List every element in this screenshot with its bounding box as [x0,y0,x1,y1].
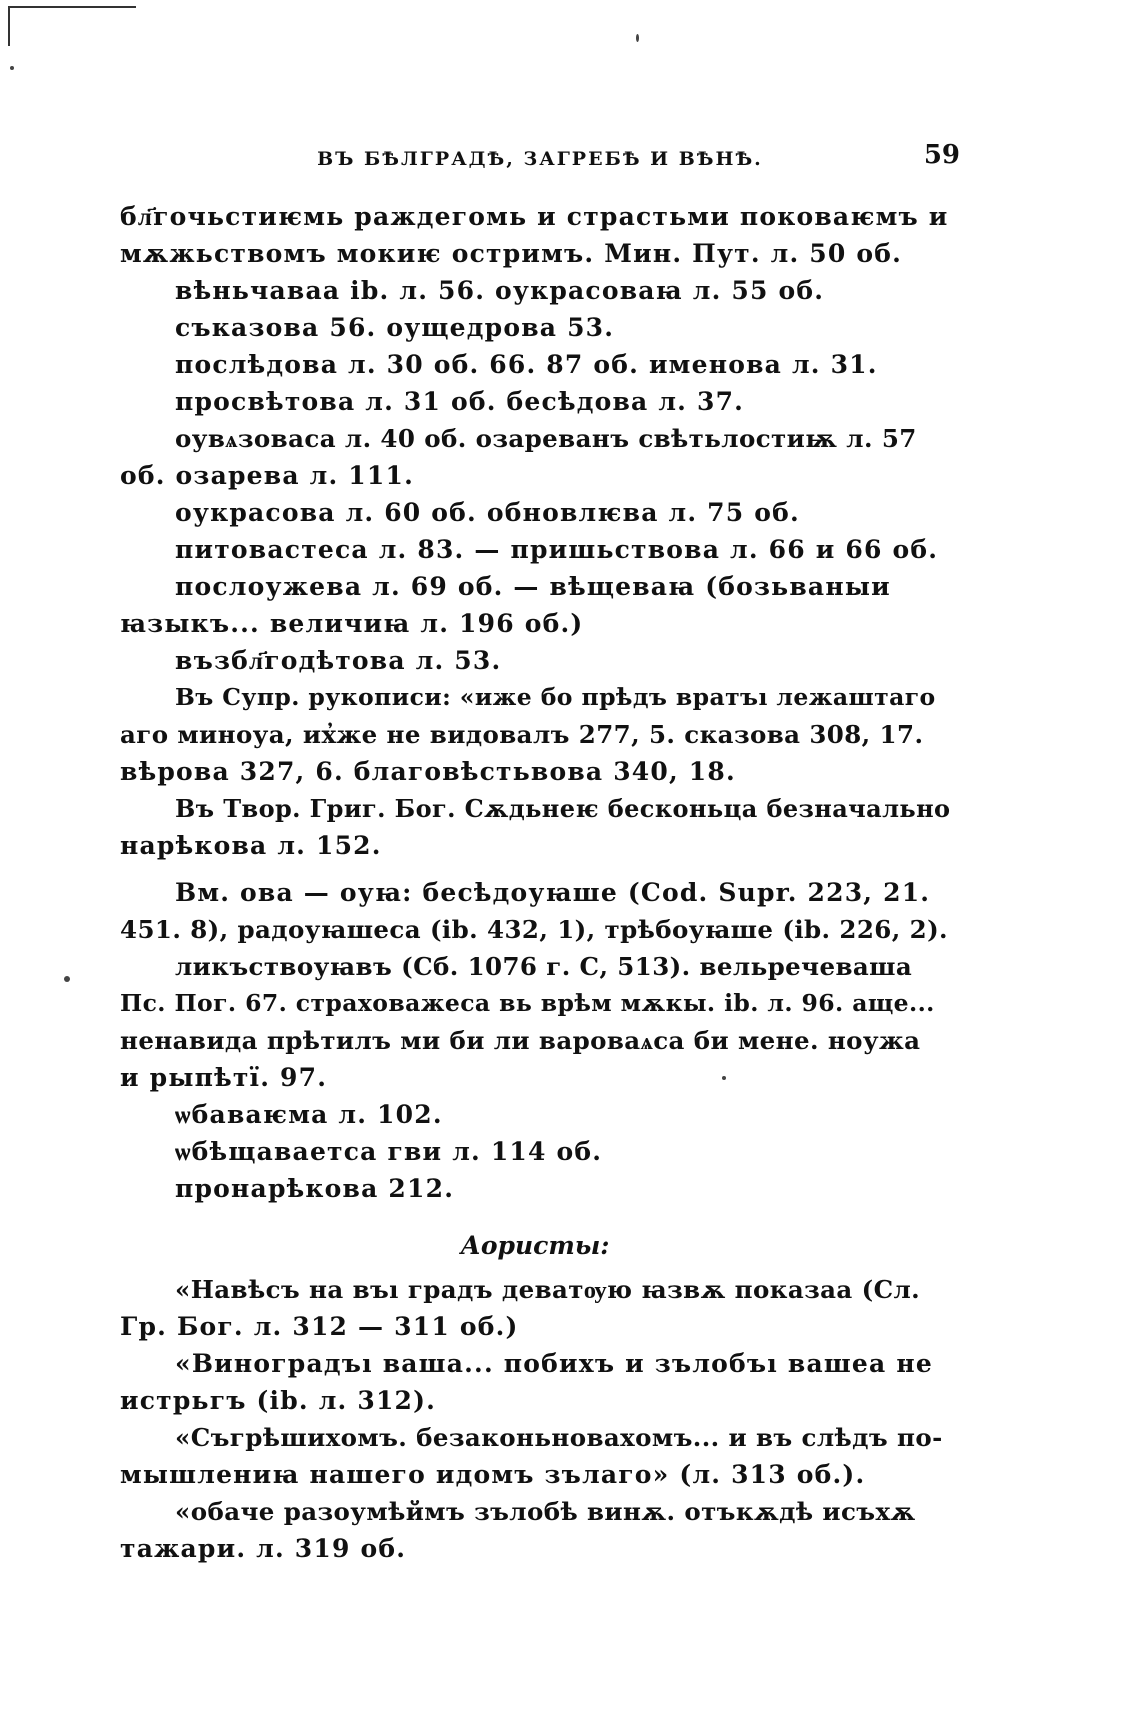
scan-speck [10,66,14,70]
page-header [120,140,960,180]
text-line: тажари. л. 319 об. [120,1534,407,1563]
text-line: питовастеса л. 83. — пришьствова л. 66 и 66 об. [175,535,939,564]
scan-speck [64,976,70,982]
scan-speck [636,34,639,42]
text-line: Въ Твор. Григ. Бог. Сѫдьнеѥ бесконьца безначально [175,794,951,823]
text-line: вѣньчаваа ib. л. 56. оукрасоваꙗ л. 55 об. [175,276,825,305]
text-line: истрьгъ (ib. л. 312). [120,1386,437,1415]
text-line: ѡбѣщаваетса гви л. 114 об. [175,1137,603,1166]
text-line: аго миноуа, их̓же не видовалъ 277, 5. сказова 308, 17. [120,720,924,749]
text-line: «Виноградъı ваша... побихъ и зълобъı вашеа не [175,1349,933,1378]
section-heading: Аористы: [460,1231,610,1260]
text-line: нарѣкова л. 152. [120,831,382,860]
text-line: съказова 56. оущедрова 53. [175,313,615,342]
scan-corner-mark-vertical [8,6,10,46]
text-line: «Навѣсъ на въı градъ деватѹю ꙗзвѫ показаа (Сл. [175,1275,921,1304]
text-line: мышлениꙗ нашего идомъ зълаго» (л. 313 об.). [120,1460,866,1489]
text-line: вѣрова 327, 6. благовѣстьвова 340, 18. [120,757,736,786]
text-line: ненавида прѣтилъ ми би ли вароваѧса би мене. ноужа [120,1026,921,1055]
text-line: послѣдова л. 30 об. 66. 87 об. именова л. 31. [175,350,878,379]
page-number: 59 [923,140,960,170]
text-line: Пс. Пог. 67. страховажеса вь врѣм мѫкы. ib. л. 96. аще... [120,989,935,1017]
scan-corner-mark [8,6,136,8]
text-line: ꙗзыкъ... величиꙗ л. 196 об.) [120,609,584,638]
text-line: послоужева л. 69 об. — вѣщеваꙗ (бозьваныи [175,572,891,601]
text-line: пронарѣкова 212. [175,1174,455,1203]
text-line: оукрасова л. 60 об. обновлѥва л. 75 об. [175,498,800,527]
text-line: Вм. ова — оуꙗ: бесѣдоуꙗше (Cod. Supr. 223, 21. [175,878,931,907]
text-line: и рыпѣтї. 97. [120,1063,328,1092]
text-line: Гр. Бог. л. 312 — 311 об.) [120,1312,519,1341]
text-line: мѫжьствомъ мокиѥ остримъ. Мин. Пут. л. 50 об. [120,239,903,268]
text-line: «обаче разоумѣймъ зълобѣ винѫ. отъкѫдѣ исъхѫ [175,1497,916,1526]
text-line: просвѣтова л. 31 об. бесѣдова л. 37. [175,387,745,416]
text-line: 451. 8), радоуꙗшеса (ib. 432, 1), трѣбоуꙗше (ib. 226, 2). [120,915,948,944]
text-line: бл҃гочьстиѥмь раждегомь и страстьми поковаѥмъ и [120,202,949,231]
text-line: ликъствоуꙗвъ (Сб. 1076 г. С, 513). вельречеваша [175,952,913,981]
text-line: «Съгрѣшихомъ. безаконьновахомъ... и въ слѣдъ по- [175,1423,943,1452]
text-line: оувѧзоваса л. 40 об. озареванъ свѣтьлостиѭ л. 57 [175,424,917,453]
running-head: ВЪ БѢЛГРАДѢ, ЗАГРЕБѢ И ВѢНѢ. [317,148,763,170]
text-line: ѡбаваѥма л. 102. [175,1100,443,1129]
text-line: Въ Супр. рукописи: «иже бо прѣдъ вратъı лежаштаго [175,683,936,711]
text-line: възбл҃годѣтова л. 53. [175,646,502,675]
page-body [120,198,950,1567]
text-line: об. озарева л. 111. [120,461,414,490]
